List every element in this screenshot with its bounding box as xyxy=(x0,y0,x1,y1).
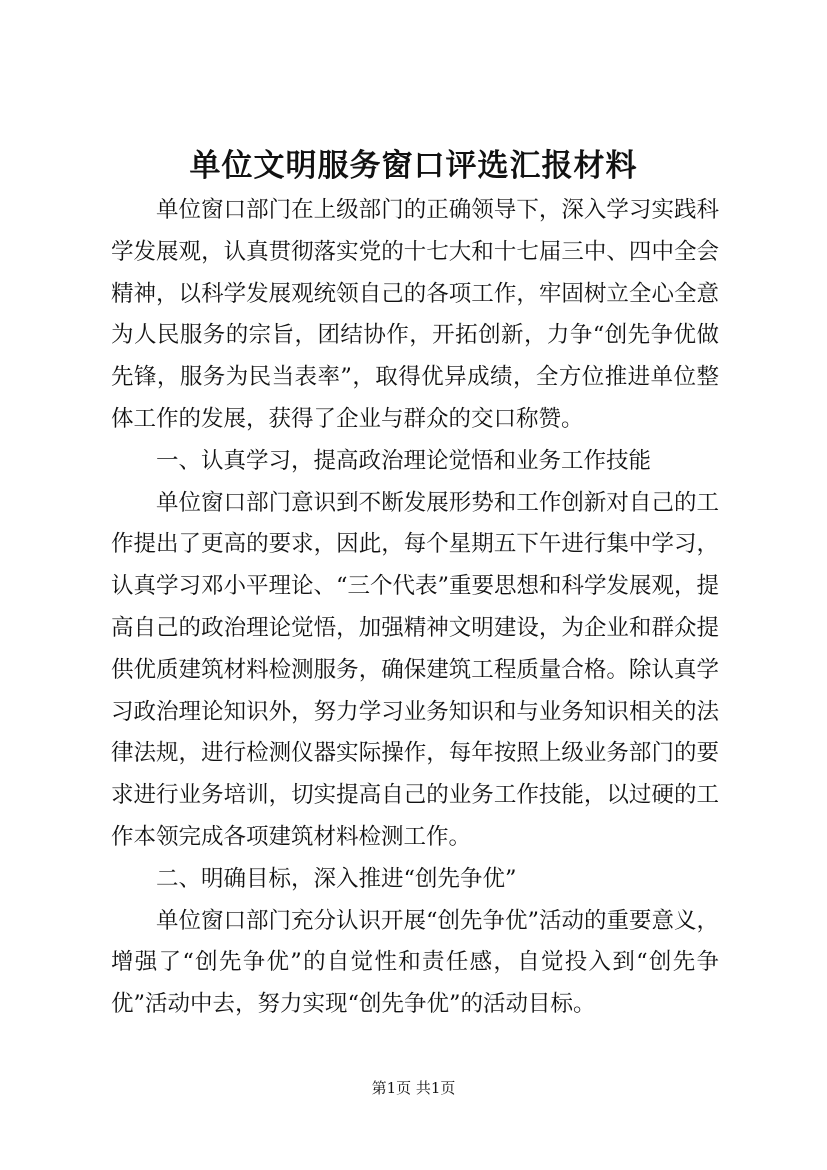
document-body xyxy=(111,190,719,1026)
section-heading-2: 二、明确目标，深入推进“创先争优” xyxy=(156,865,517,892)
intro-paragraph: 单位窗口部门在上级部门的正确领导下，深入学习实践科学发展观，认真贯彻落实党的十七大和十七届三中、四中全会精神，以科学发展观统领自己的各项工作，牢固树立全心全意为人民服务的宗旨，团结协作，开拓创新，力争“创先争优做先锋，服务为民当表率”，取得优异成绩，全方位推进单位整体工作的发展，获得了企业与群众的交口称赞。 xyxy=(111,197,719,432)
section-1-paragraph: 单位窗口部门意识到不断发展形势和工作创新对自己的工作提出了更高的要求，因此，每个星期五下午进行集中学习，认真学习邓小平理论、“三个代表”重要思想和科学发展观，提高自己的政治理论觉悟，加强精神文明建设，为企业和群众提供优质建筑材料检测服务，确保建筑工程质量合格。除认真学习政治理论知识外，努力学习业务知识和与业务知识相关的法律法规，进行检测仪器实际操作，每年按照上级业务部门的要求进行业务培训，切实提高自己的业务工作技能，以过硬的工作本领完成各项建筑材料检测工作。 xyxy=(111,489,720,850)
document-title: 单位文明服务窗口评选汇报材料 xyxy=(189,148,638,184)
section-heading-1: 一、认真学习，提高政治理论觉悟和业务工作技能 xyxy=(156,447,652,474)
page-number-footer: 第1页 共1页 xyxy=(371,1079,456,1097)
section-2-paragraph: 单位窗口部门充分认识开展“创先争优”活动的重要意义，增强了“创先争优”的自觉性和责任感，自觉投入到“创先争优”活动中去，努力实现“创先争优”的活动目标。 xyxy=(111,907,720,1018)
